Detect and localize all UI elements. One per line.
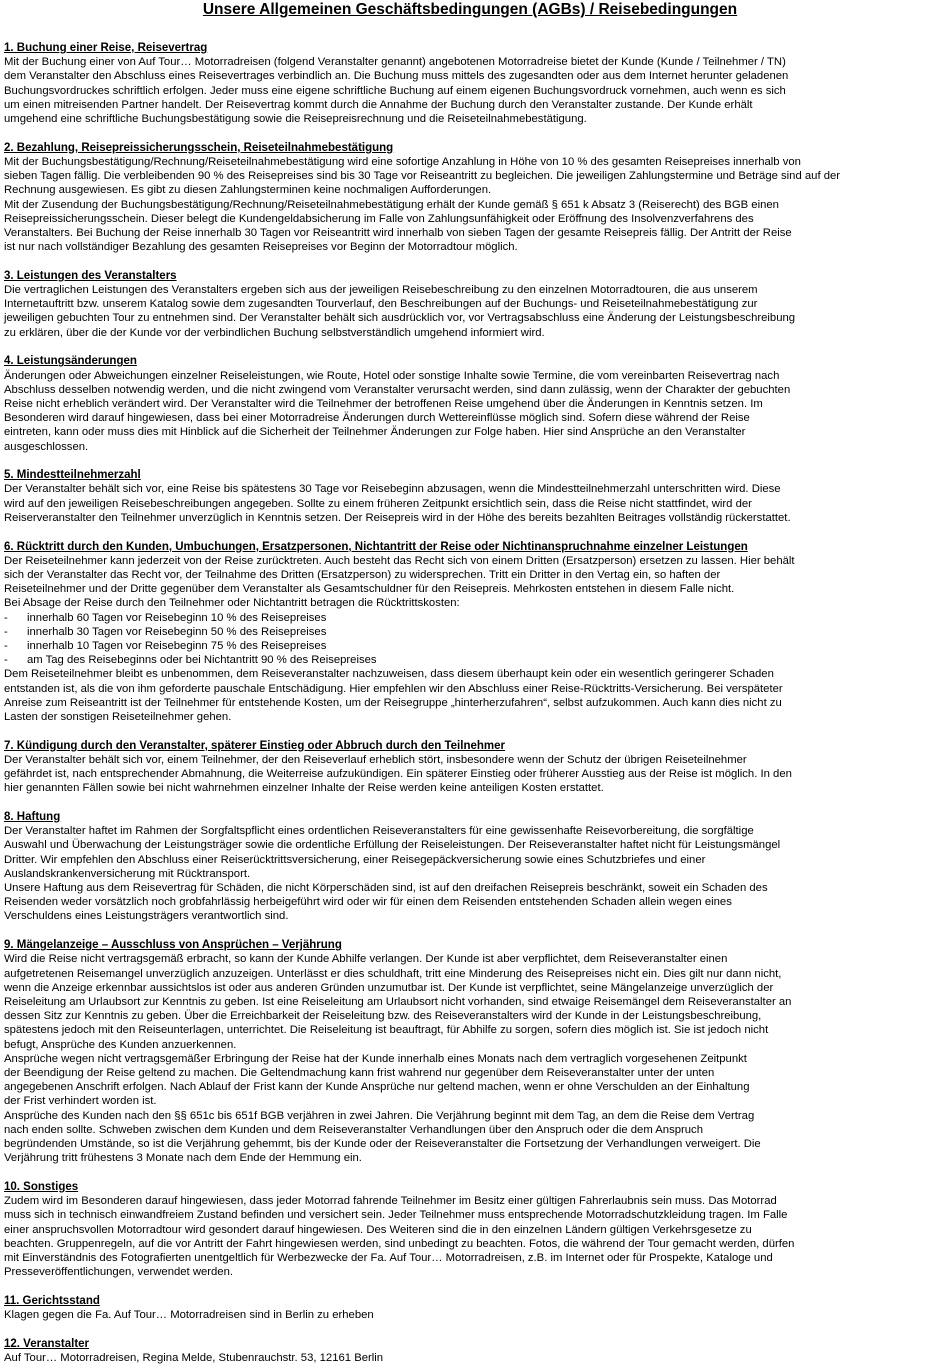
section-heading: 10. Sonstiges [4, 1180, 79, 1193]
section-paragraph: Mit der Zusendung der Buchungsbestätigung/Rechnung/Reiseteilnahmebestätigung erhält der Kunde gemäß § 651 k Absatz 3 (Reiserecht) des BGB einen Reisepreissicherungsschein. Dieser belegt die Kundengeldabsicherung im Falle von Zahlungsunfähigkeit oder Eröffnung des Insolvenzverfahrens des Veranstalters. Bei Buchung der Reise innerhalb 30 Tagen vor Reiseantritt wird innerhalb von sieben Tagen der gesamte Reisepreis fällig. Der Antritt der Reise ist nur nach vollständiger Bezahlung des gesamten Reisepreises vor Beginn der Motorradtour möglich. [4, 198, 792, 254]
section-2 [4, 141, 936, 255]
list-item-text: innerhalb 10 Tagen vor Reisebeginn 75 % des Reisepreises [27, 640, 327, 653]
list-item [4, 625, 936, 639]
section-heading: 2. Bezahlung, Reisepreissicherungsschein, Reiseteilnahmebestätigung [4, 141, 394, 154]
section-heading: 4. Leistungsänderungen [4, 355, 137, 368]
document-title: Unsere Allgemeinen Geschäftsbedingungen (AGBs) / Reisebedingungen [202, 1, 738, 18]
section-paragraph: Mit der Buchungsbestätigung/Rechnung/Reiseteilnahmebestätigung wird eine sofortige Anzahlung in Höhe von 10 % des gesamten Reisepreises innerhalb von sieben Tagen fällig. Die verbleibenden 90 % des Reisepreises sind bis 30 Tage vor Reiseantritt zu begleichen. Die jeweiligen Zahlungstermine und Beträge sind auf der Rechnung ausgewiesen. Es gibt zu diesen Zahlungsterminen keine nochmaligen Aufforderungen. [4, 155, 841, 197]
section-paragraph: Zudem wird im Besonderen darauf hingewiesen, dass jeder Motorrad fahrende Teilnehmer im Besitz einer gültigen Fahrerlaubnis sein muss. Das Motorrad muss sich in technisch einwandfreiem Zustand befinden und versichert sein. Jeder Teilnehmer muss entsprechende Motorradschutzkleidung tragen. Im Falle einer anspruchsvollen Motorradtour wird gesondert darauf hingewiesen. Des Weiteren sind die in den einzelnen Ländern gültigen Verkehrsgesetze zu beachten. Gruppenregeln, auf die vor Antritt der Fahrt hingewiesen werden, sind unbedingt zu beachten. Fotos, die während der Tour gemacht werden, dürfen mit Einverständnis des Fotografierten unentgeltlich für Werbezwecke der Fa. Auf Tour… Motorradreisen, z.B. im Internet oder für Prospekte, Kataloge und Presseveröffentlichungen, verwendet werden. [4, 1195, 795, 1279]
section-12 [4, 1337, 936, 1365]
cancellation-fee-list [4, 611, 936, 668]
section-paragraph: Dem Reiseteilnehmer bleibt es unbenommen, dem Reiseveranstalter nachzuweisen, dass diesem überhaupt kein oder ein wesentlich geringerer Schaden entstanden ist, als die von ihm geforderte pauschale Entschädigung. Hier empfehlen wir den Abschluss einer Reise-Rücktritts-Versicherung. Bei verspäteter Anreise zum Reiseantritt ist der Teilnehmer für entstehende Kosten, um der Reisegruppe „hinterherzufahren“, selbst aufzukommen. Auch kann dies nicht zu Lasten der sonstigen Reiseteilnehmer gehen. [4, 668, 783, 724]
section-paragraph: Der Reiseteilnehmer kann jederzeit von der Reise zurücktreten. Auch besteht das Recht sich von einem Dritten (Ersatzperson) ersetzen zu lassen. Hier behält sich der Veranstalter das Recht vor, der Teilnahme des Dritten (Ersatzperson) zu widersprechen. Tritt ein Dritter in den Vertag ein, so haften der Reiseteilnehmer und der Dritte gegenüber dem Veranstalter als Gesamtschuldner für den Reisepreis. Mehrkosten entstehen in diesem Falle nicht. Bei Absage der Reise durch den Teilnehmer oder Nichtantritt betragen die Rücktrittskosten: [4, 554, 795, 610]
section-heading: 11. Gerichtsstand [4, 1294, 100, 1307]
section-paragraph: Änderungen oder Abweichungen einzelner Reiseleistungen, wie Route, Hotel oder sonstige Inhalte sowie Termine, die vom vereinbarten Reisevertrag nach Abschluss desselben notwendig werden, und die nicht zwingend vom Veranstalter verursacht werden, sind dann zulässig, wenn der Charakter der gebuchten Reise nicht erheblich verändert wird. Der Veranstalter wird die Teilnehmer der betroffenen Reise umgehend über die Änderungen in Kenntnis setzen. Im Besonderen wird darauf hingewiesen, dass bei einer Motorradreise Änderungen durch Wettereinflüsse möglich sind. Sofern diese während der Reise eintreten, kann oder muss dies mit Hinblick auf die Sicherheit der Teilnehmer Änderungen zur Folge haben. Hier sind Ansprüche an den Veranstalter ausgeschlossen. [4, 369, 791, 453]
list-item-text: am Tag des Reisebeginns oder bei Nichtantritt 90 % des Reisepreises [27, 654, 377, 667]
dash-bullet-icon: - [4, 625, 8, 638]
dash-bullet-icon: - [4, 654, 8, 667]
list-item-text: innerhalb 60 Tagen vor Reisebeginn 10 % des Reisepreises [27, 611, 327, 624]
section-paragraph: Die vertraglichen Leistungen des Veranstalters ergeben sich aus der jeweiligen Reisebeschreibung zu den einzelnen Motorradtouren, die aus unserem Internetauftritt bzw. unserem Katalog sowie dem zugesandten Tourverlauf, den Beschreibungen auf der Buchungs- und Reiseteilnahmebestätigung zur jeweiligen gebuchten Tour zu entnehmen sind. Der Veranstalter behält sich ausdrücklich vor, vor Vertragsabschluss eine Änderung der Leistungsbeschreibung zu erklären, über die der Kunde vor der verbindlichen Buchung selbstverständlich umgehend informiert wird. [4, 284, 796, 339]
section-paragraph: Klagen gegen die Fa. Auf Tour… Motorradreisen sind in Berlin zu erheben [4, 1309, 374, 1322]
section-4 [4, 354, 936, 453]
dash-bullet-icon: - [4, 640, 8, 653]
sections-container [4, 41, 936, 1365]
section-6 [4, 540, 936, 725]
section-8 [4, 810, 936, 924]
section-paragraph: Ansprüche wegen nicht vertragsgemäßer Erbringung der Reise hat der Kunde innerhalb eines Monats nach dem vertraglich vorgesehenen Zeitpunkt der Beendigung der Reise geltend zu machen. Die Geltendmachung kann frist wahrend nur gegenüber dem Reiseveranstalter unter der unten angegebenen Anschrift erfolgen. Nach Ablauf der Frist kann der Kunde Ansprüche nur geltend machen, wenn er ohne Verschulden an der Einhaltung der Frist verhindert worden ist. [4, 1052, 750, 1108]
section-5 [4, 468, 936, 525]
list-item [4, 639, 936, 653]
section-heading: 6. Rücktritt durch den Kunden, Umbuchungen, Ersatzpersonen, Nichtantritt der Reise oder Nichtinanspruchnahme einzelner Leistungen [4, 540, 748, 553]
section-3 [4, 269, 936, 340]
section-paragraph: Der Veranstalter behält sich vor, einem Teilnehmer, der den Reiseverlauf erheblich stört, insbesondere wenn der Schutz der übrigen Reiseteilnehmer gefährdet ist, nach entsprechender Abmahnung, die Weiterreise aufzukündigen. Ein späterer Einstieg oder früherer Ausstieg aus der Reise ist möglich. In den hier genannten Fällen sowie bei nicht wahrnehmen einzelner Inhalte der Reise werden keine anteiligen Kosten erstattet. [4, 753, 792, 795]
list-item-text: innerhalb 30 Tagen vor Reisebeginn 50 % des Reisepreises [27, 625, 327, 638]
section-11 [4, 1294, 936, 1322]
section-1 [4, 41, 936, 126]
section-heading: 5. Mindestteilnehmerzahl [4, 469, 141, 482]
section-10 [4, 1180, 936, 1279]
section-heading: 1. Buchung einer Reise, Reisevertrag [4, 42, 208, 54]
section-heading: 8. Haftung [4, 811, 61, 824]
section-paragraph: Wird die Reise nicht vertragsgemäß erbracht, so kann der Kunde Abhilfe verlangen. Der Kunde ist aber verpflichtet, dem Reiseveranstalter einen aufgetretenen Reisemangel unverzüglich anzuzeigen. Unterlässt er dies schuldhaft, tritt eine Minderung des Reisepreises nicht ein. Dies gilt nur dann nicht, wenn die Anzeige erkennbar aussichtslos ist oder aus anderen Gründen unzumutbar ist. Der Kunde ist verpflichtet, seine Mängelanzeige unverzüglich der Reiseleitung am Urlaubsort zur Kenntnis zu geben. Ist eine Reiseleitung am Urlaubsort nicht vorhanden, sind etwaige Reisemängel dem Reiseveranstalter an dessen Sitz zur Kenntnis zu geben. Über die Erreichbarkeit der Reiseleitung bzw. des Reiseveranstalters wird der Kunde in der Leistungsbeschreibung, spätestens jedoch mit den Reiseunterlagen, unterrichtet. Die Reiseleitung ist beauftragt, für Abhilfe zu sorgen, sofern dies möglich ist. Sie ist jedoch nicht befugt, Ansprüche des Kunden anzuerkennen. [4, 953, 792, 1051]
section-heading: 12. Veranstalter [4, 1337, 90, 1350]
section-paragraph: Mit der Buchung einer von Auf Tour… Motorradreisen (folgend Veranstalter genannt) angebotenen Motorradreise bietet der Kunde (Kunde / Teilnehmer / TN) dem Veranstalter den Abschluss eines Reisevertrages verbindlich an. Die Buchung muss mittels des zugesandten oder aus dem Internet herunter geladenen Buchungsvordruckes schriftlich erfolgen. Jeder muss eine eigene schriftliche Buchung auf einem eigenen Buchungsvordruck vornehmen, auch wenn es sich um einen mitreisenden Partner handelt. Der Reisevertrag kommt durch die Annahme der Buchung durch den Veranstalter zustande. Der Kunde erhält umgehend eine schriftliche Buchungsbestätigung sowie die Reisepreisrechnung und die Reiseteilnahmebestätigung. [4, 56, 789, 126]
section-heading: 3. Leistungen des Veranstalters [4, 269, 177, 282]
section-heading: 7. Kündigung durch den Veranstalter, späterer Einstieg oder Abbruch durch den Teilnehmer [4, 739, 505, 752]
section-heading: 9. Mängelanzeige – Ausschluss von Ansprüchen – Verjährung [4, 939, 342, 952]
list-item [4, 653, 936, 667]
section-paragraph: Ansprüche des Kunden nach den §§ 651c bis 651f BGB verjähren in zwei Jahren. Die Verjährung beginnt mit dem Tag, an dem die Reise dem Vertrag nach enden sollte. Schweben zwischen dem Kunden und dem Reiseveranstalter Verhandlungen über den Anspruch oder die dem Anspruch begründenden Umstände, so ist die Verjährung gehemmt, bis der Kunde oder der Reiseveranstalter die Fortsetzung der Verhandlungen verweigert. Die Verjährung tritt frühestens 3 Monate nach dem Ende der Hemmung ein. [4, 1109, 761, 1165]
section-paragraph: Unsere Haftung aus dem Reisevertrag für Schäden, die nicht Körperschäden sind, ist auf den dreifachen Reisepreis beschränkt, soweit ein Schaden des Reisenden weder vorsätzlich noch grobfahrlässig herbeigeführt wird oder wir für einen dem Reisenden entstehenden Schaden allein wegen eines Verschuldens eines Leistungsträgers verantwortlich sind. [4, 882, 768, 923]
section-paragraph: Auf Tour… Motorradreisen, Regina Melde, Stubenrauchstr. 53, 12161 Berlin [4, 1351, 384, 1364]
dash-bullet-icon: - [4, 611, 8, 624]
section-9 [4, 938, 936, 1165]
section-7 [4, 739, 936, 796]
list-item [4, 611, 936, 625]
section-paragraph: Der Veranstalter behält sich vor, eine Reise bis spätestens 30 Tage vor Reisebeginn abzusagen, wenn die Mindestteilnehmerzahl unterschritten wird. Diese wird auf den jeweiligen Reisebeschreibungen angegeben. Sollte zu einem früheren Zeitpunkt ersichtlich sein, dass die Reise nicht stattfindet, wird der Reiserveranstalter den Teilnehmer unverzüglich in Kenntnis setzen. Der Reisepreis wird in der Höhe des bereits bezahlten Beitrages vollständig rückerstattet. [4, 483, 791, 524]
section-paragraph: Der Veranstalter haftet im Rahmen der Sorgfaltspflicht eines ordentlichen Reiseveranstalters für eine gewissenhafte Reisevorbereitung, die sorgfältige Auswahl und Überwachung der Leistungsträger sowie die ordentliche Erfüllung der Reiseleistungen. Der Reiseveranstalter haftet nicht für Leistungsmängel Dritter. Wir empfehlen den Abschluss einer Reiserücktrittsversicherung, einer Reisegepäckversicherung sowie eines Schutzbriefes und einer Auslandskrankenversicherung mit Rücktransport. [4, 825, 781, 880]
